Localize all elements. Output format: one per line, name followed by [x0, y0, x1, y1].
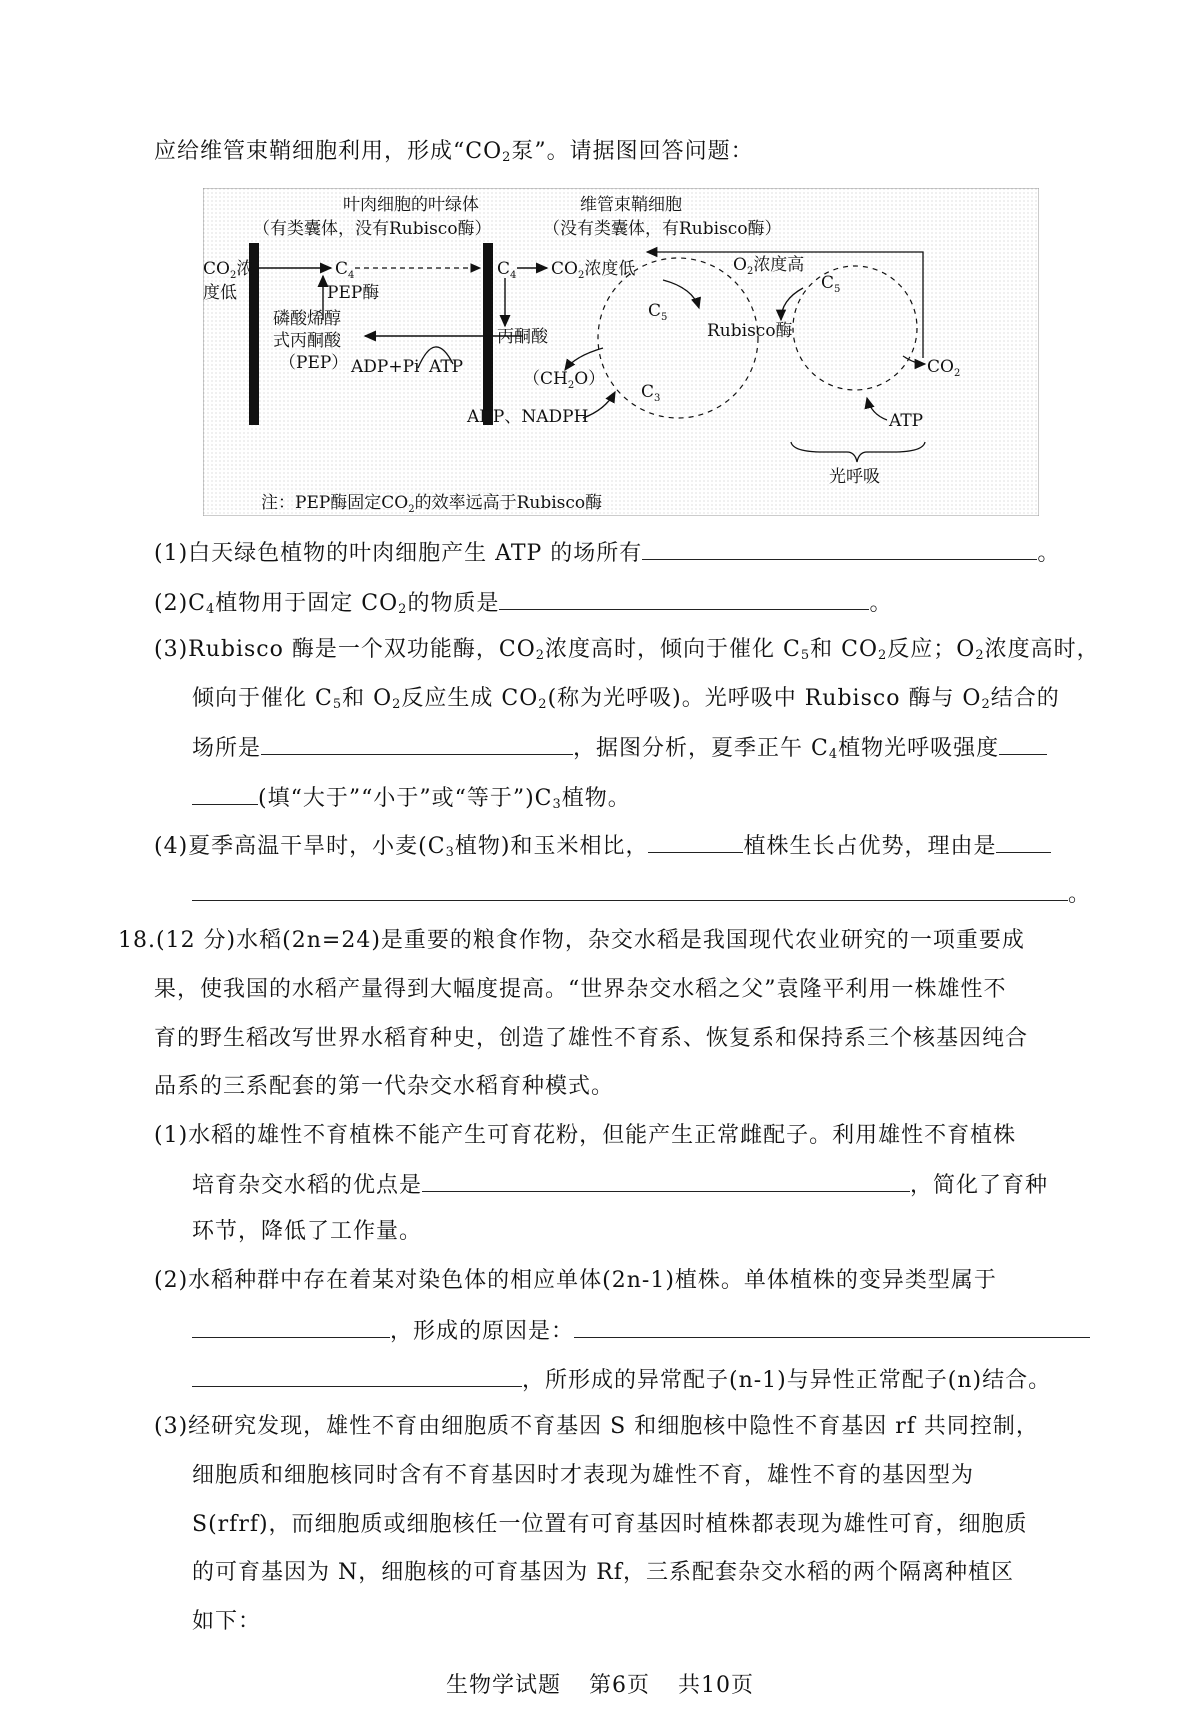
adp-nadph: ADP、NADPH	[467, 407, 589, 427]
rubisco: Rubisco酶	[707, 321, 793, 341]
co2-low-left-2: 度低	[203, 283, 237, 303]
co2-low-left: $CO_2$浓	[203, 259, 254, 281]
title-left-2: （有类囊体，没有Rubisco酶）	[253, 219, 492, 239]
c4-left: $C_4$	[335, 259, 355, 281]
pep-label-3: （PEP）	[279, 353, 349, 373]
q2-line	[154, 587, 892, 625]
pep-enzyme: PEP酶	[327, 283, 380, 303]
q2-sub-1: 4	[206, 602, 216, 617]
q4-blank-2[interactable]	[996, 830, 1051, 853]
adp-pi: ADP+Pi	[351, 357, 420, 377]
figure-note: 注：PEP酶固定$CO_2$的效率远高于Rubisco酶	[261, 493, 603, 515]
q18-p2-blank-1[interactable]	[192, 1315, 390, 1338]
c4-pathway-diagram	[203, 188, 1039, 516]
q2-end: 。	[869, 591, 893, 616]
q4-blank-2-cont[interactable]	[192, 878, 1068, 901]
intro-line	[154, 137, 754, 173]
c4-right: $C_4$	[497, 259, 517, 281]
q18-line-2: 果，使我国的水稻产量得到大幅度提高。“世界杂交水稻之父”袁隆平利用一株雄性不	[154, 977, 1007, 1002]
co2-right: $CO_2$	[927, 357, 961, 379]
q18-p1-line-3: 环节，降低了工作量。	[192, 1219, 423, 1244]
q18-p2-line-3: ，所形成的异常配子(n-1)与异性正常配子(n)结合。	[192, 1364, 1051, 1396]
c5-left: $C_5$	[648, 301, 668, 323]
q2-sub-2: 2	[398, 602, 408, 617]
pep-label-2: 式丙酮酸	[273, 331, 341, 351]
c5-right: $C_5$	[821, 273, 841, 295]
q1-blank[interactable]	[642, 537, 1037, 560]
atp-left: ATP	[429, 357, 464, 377]
q3-blank-2-cont[interactable]	[192, 782, 258, 805]
membrane-right	[483, 243, 493, 425]
q1-line	[154, 537, 1060, 569]
q18-p2-line-2: ，形成的原因是：	[192, 1315, 1090, 1347]
q18-p2-blank-2-cont[interactable]	[192, 1364, 522, 1387]
q3-line-3: 场所是 ，据图分析，夏季正午 $C_4$植物光呼吸强度	[192, 732, 1047, 770]
q18-line-3: 育的野生稻改写世界水稻育种史，创造了雄性不育系、恢复系和保持系三个核基因纯合	[154, 1026, 1029, 1051]
q2-text-1: (2)C	[154, 591, 206, 616]
page-footer	[0, 1668, 1200, 1699]
title-left-1: 叶肉细胞的叶绿体	[343, 195, 479, 215]
q18-p3-line-2: 细胞质和细胞核同时含有不育基因时才表现为雄性不育，雄性不育的基因型为	[192, 1463, 975, 1488]
co2-low-right: $CO_2$浓度低	[551, 259, 636, 281]
intro-sub: 2	[502, 150, 512, 165]
q18-line-1: 18.(12 分)水稻(2n=24)是重要的粮食作物，杂交水稻是我国现代农业研究的一项重要成	[118, 928, 1025, 953]
footer-subject: 生物学试题	[445, 1673, 561, 1698]
q3-line-2: 倾向于催化 $C_5$和 $O_2$反应生成 $CO_2$(称为光呼吸)。光呼吸中 Rubisco 酶与 $O_2$结合的	[192, 686, 1060, 712]
o2-high: $O_2$浓度高	[733, 255, 805, 277]
q18-p3-line-3: S(rfrf)，而细胞质或细胞核任一位置有可育基因时植株都表现为雄性可育，细胞质	[192, 1512, 1028, 1537]
q4-blank-1[interactable]	[648, 830, 743, 853]
q18-p3-line-4: 的可育基因为 N，细胞核的可育基因为 Rf，三系配套杂交水稻的两个隔离种植区	[192, 1560, 1014, 1585]
q18-p2-blank-2[interactable]	[574, 1315, 1090, 1338]
q18-p3-line-5: 如下：	[192, 1609, 262, 1634]
q2-text-3: 的物质是	[407, 591, 500, 616]
c3: $C_3$	[641, 382, 661, 404]
title-right-1: 维管束鞘细胞	[580, 195, 682, 215]
q18-p1-line-2: 培育杂交水稻的优点是 ，简化了育种	[192, 1169, 1048, 1201]
q1-end: 。	[1037, 541, 1061, 566]
photorespiration-label: 光呼吸	[829, 467, 880, 487]
q18-p1-line-1: (1)水稻的雄性不育植株不能产生可育花粉，但能产生正常雌配子。利用雄性不育植株	[154, 1123, 1017, 1148]
q1-text: (1)白天绿色植物的叶肉细胞产生 ATP 的场所有	[154, 541, 643, 566]
intro-text: 应给维管束鞘细胞利用，形成“CO	[154, 139, 503, 164]
q3-blank-2[interactable]	[999, 732, 1047, 755]
q3-line-1: (3)Rubisco 酶是一个双功能酶，$CO_2$浓度高时，倾向于催化 $C_5$和 $CO_2$反应；$O_2$浓度高时，	[154, 637, 1100, 663]
intro-text-2: 泵”。请据图回答问题：	[511, 139, 754, 164]
ch2o: $(CH_2O)$	[523, 369, 606, 391]
q2-text-2: 植物用于固定 CO	[215, 591, 399, 616]
q4-line-1: (4)夏季高温干旱时，小麦($C_3$植物)和玉米相比， 植株生长占优势，理由是	[154, 830, 1051, 868]
footer-total: 共10页	[678, 1673, 754, 1698]
q18-p1-blank[interactable]	[422, 1169, 910, 1192]
q2-blank[interactable]	[499, 587, 869, 610]
pep-label-1: 磷酸烯醇	[273, 309, 341, 329]
q18-line-4: 品系的三系配套的第一代杂交水稻育种模式。	[154, 1074, 615, 1099]
footer-page: 第6页	[589, 1673, 650, 1698]
q3-line-4: (填“大于”“小于”或“等于$”)C_3$植物。	[192, 782, 631, 820]
q18-p3-line-1: (3)经研究发现，雄性不育由细胞质不育基因 S 和细胞核中隐性不育基因 rf 共同控制，	[154, 1414, 1039, 1439]
pyruvate: 丙酮酸	[497, 327, 548, 347]
q18-p2-line-1: (2)水稻种群中存在着某对染色体的相应单体(2n-1)植株。单体植株的变异类型属于	[154, 1268, 997, 1293]
q4-line-2: 。	[192, 878, 1091, 910]
q3-blank-1[interactable]	[261, 732, 573, 755]
title-right-2: （没有类囊体，有Rubisco酶）	[543, 219, 782, 239]
atp-right: ATP	[889, 411, 924, 431]
